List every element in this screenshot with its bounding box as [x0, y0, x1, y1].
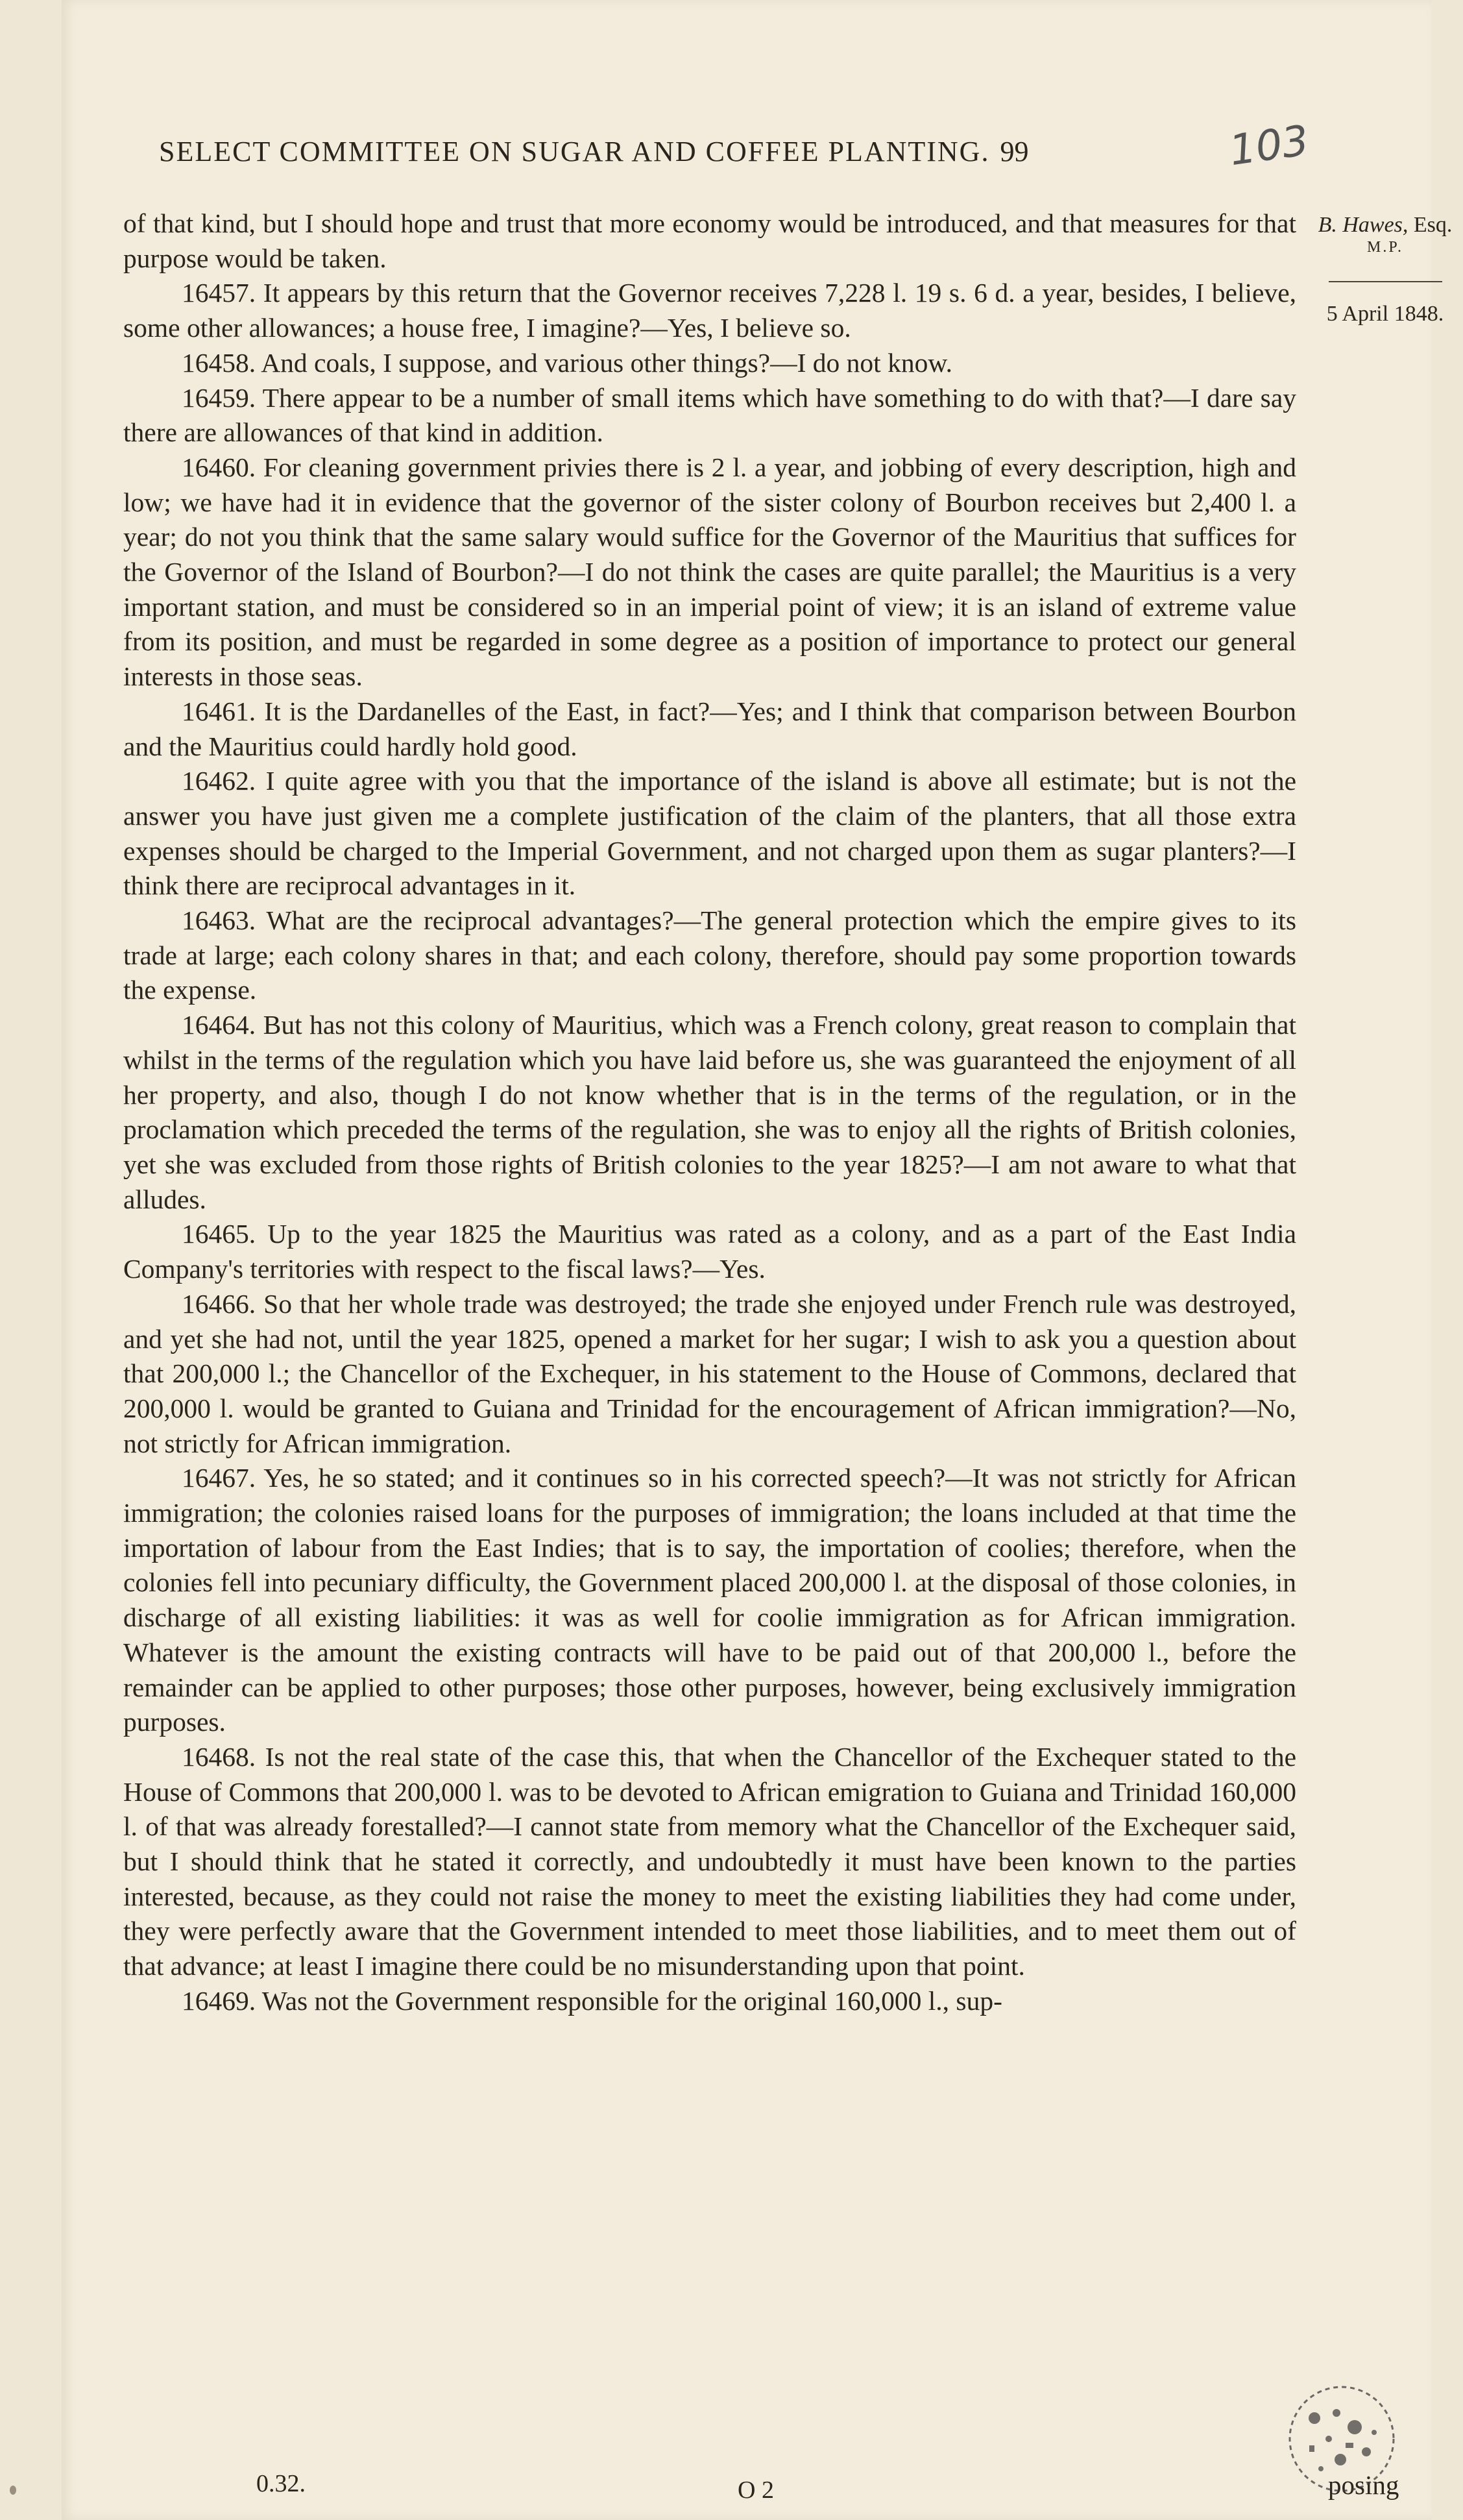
paragraph: 16458. And coals, I suppose, and various other things?—I do not know. [182, 347, 952, 378]
margin-date: 5 April 1848. [1326, 302, 1444, 326]
page-header [159, 135, 1262, 168]
footer-signature-mark: 0.32. [256, 2470, 306, 2497]
paragraph: 16469. Was not the Government responsible for the original 160,000 l., sup- [182, 1985, 1002, 2016]
paragraph: 16466. So that her whole trade was destroyed; the trade she enjoyed under French rule was destroyed, and yet she had not, until the year 1825, opened a market for her sugar; I wish to ask you a question about that 200,000 l.; the Chancellor of the Exchequer, in his statement to the House of Commons, declared that 200,000 l. would be granted to Guiana and Trinidad for the encouragement of African immigration?—No, not strictly for African immigration. [123, 1288, 1296, 1458]
paragraph: 16459. There appear to be a number of small items which have something to do with that?—I dare say there are allowances of that kind in addition. [123, 382, 1296, 448]
paragraph: 16464. But has not this colony of Mauritius, which was a French colony, great reason to complain that whilst in the terms of the regulation which you have laid before us, she was guaranteed the enjoyment of all her property, and also, though I do not know whether that is in the terms of the regulation, or in the proclamation which preceded the terms of the regulation, she was to enjoy all the rights of British colonies, yet she was excluded from those rights of British colonies to the year 1825?—I am not aware to what that alludes. [123, 1010, 1296, 1214]
paragraph: 16468. Is not the real state of the case this, that when the Chancellor of the Exchequer stated to the House of Commons that 200,000 l. was to be devoted to African emigration to Guiana and Trinidad 160,000 l. of that was already forestalled?—I cannot state from memory what the Chancellor of the Exchequer said, but I should think that he stated it correctly, and undoubtedly it must have been known to the parties interested, because, as they could not raise the money to meet the existing liabilities they had come under, they were perfectly aware that the Government intended to meet those liabilities, and to meet them out of that advance; at least I imagine there could be no misunderstanding upon that point. [123, 1741, 1296, 1981]
margin-note [1307, 213, 1463, 326]
paper-mark [10, 2486, 16, 2495]
paragraph: 16465. Up to the year 1825 the Mauritius was rated as a colony, and as a part of the East India Company's territories with respect to the fiscal laws?—Yes. [123, 1219, 1296, 1284]
paragraph: 16462. I quite agree with you that the importance of the island is above all estimate; but is not the answer you have just given me a complete justification of the claim of the planters, that all those extra expenses should be charged to the Imperial Government, and not charged upon them as sugar planters?—I think there are reciprocal advantages in it. [123, 766, 1296, 901]
witness-suffix: Esq. [1408, 213, 1453, 237]
paragraph: 16457. It appears by this return that the Governor receives 7,228 l. 19 s. 6 d. a year, besides, I believe, some other allowances; a house free, I imagine?—Yes, I believe so. [123, 278, 1296, 343]
body-text [123, 206, 1296, 2019]
footer-signature: O 2 [738, 2477, 774, 2504]
paragraph: 16463. What are the reciprocal advantages?—The general protection which the empire gives to its trade at large; each colony shares in that; and each colony, therefore, should pay some proportion towards the expense. [123, 905, 1296, 1005]
margin-rule [1329, 281, 1442, 282]
paragraph: 16461. It is the Dardanelles of the East, in fact?—Yes; and I think that comparison between Bourbon and the Mauritius could hardly hold good. [123, 696, 1296, 761]
paragraph: 16467. Yes, he so stated; and it continues so in his corrected speech?—It was not strictly for African immigration; the colonies raised loans for the purposes of immigration; the loans included at that time the importation of labour from the East Indies; that is to say, the importation of coolies; therefore, when the colonies fell into pecuniary difficulty, the Government placed 200,000 l. at the disposal of those colonies, in discharge of all existing liabilities: it was as well for coolie immigration as for African immigration. Whatever is the amount the existing contracts will have to be paid out of that 200,000 l., before the remainder can be applied to other purposes; those other purposes, however, being exclusively immigration purposes. [123, 1463, 1296, 1737]
running-title: SELECT COMMITTEE ON SUGAR AND COFFEE PLANTING. [159, 136, 990, 167]
document-page [62, 0, 1453, 2520]
handwritten-folio-number: 103 [1226, 116, 1312, 176]
paragraph: 16460. For cleaning government privies there is 2 l. a year, and jobbing of every description, high and low; we have had it in evidence that the governor of the sister colony of Bourbon receives but 2,400 l. a year; do not you think that the same salary would suffice for the Governor of the Mauritius that suffices for the Governor of the Island of Bourbon?—I do not think the cases are quite parallel; the Mauritius is a very important station, and must be considered so in an imperial point of view; it is an island of extreme value from its position, and must be regarded in some degree as a position of importance to protect our general interests in those seas. [123, 452, 1296, 692]
page-number: 99 [1000, 136, 1029, 167]
footer-catchword: posing [1328, 2470, 1399, 2500]
paragraph: of that kind, but I should hope and trust that more economy would be introduced, and that measures for that purpose would be taken. [123, 208, 1296, 273]
witness-name: B. Hawes, [1318, 213, 1409, 237]
library-stamp-icon [1264, 2342, 1426, 2504]
witness-title: M.P. [1366, 239, 1404, 256]
